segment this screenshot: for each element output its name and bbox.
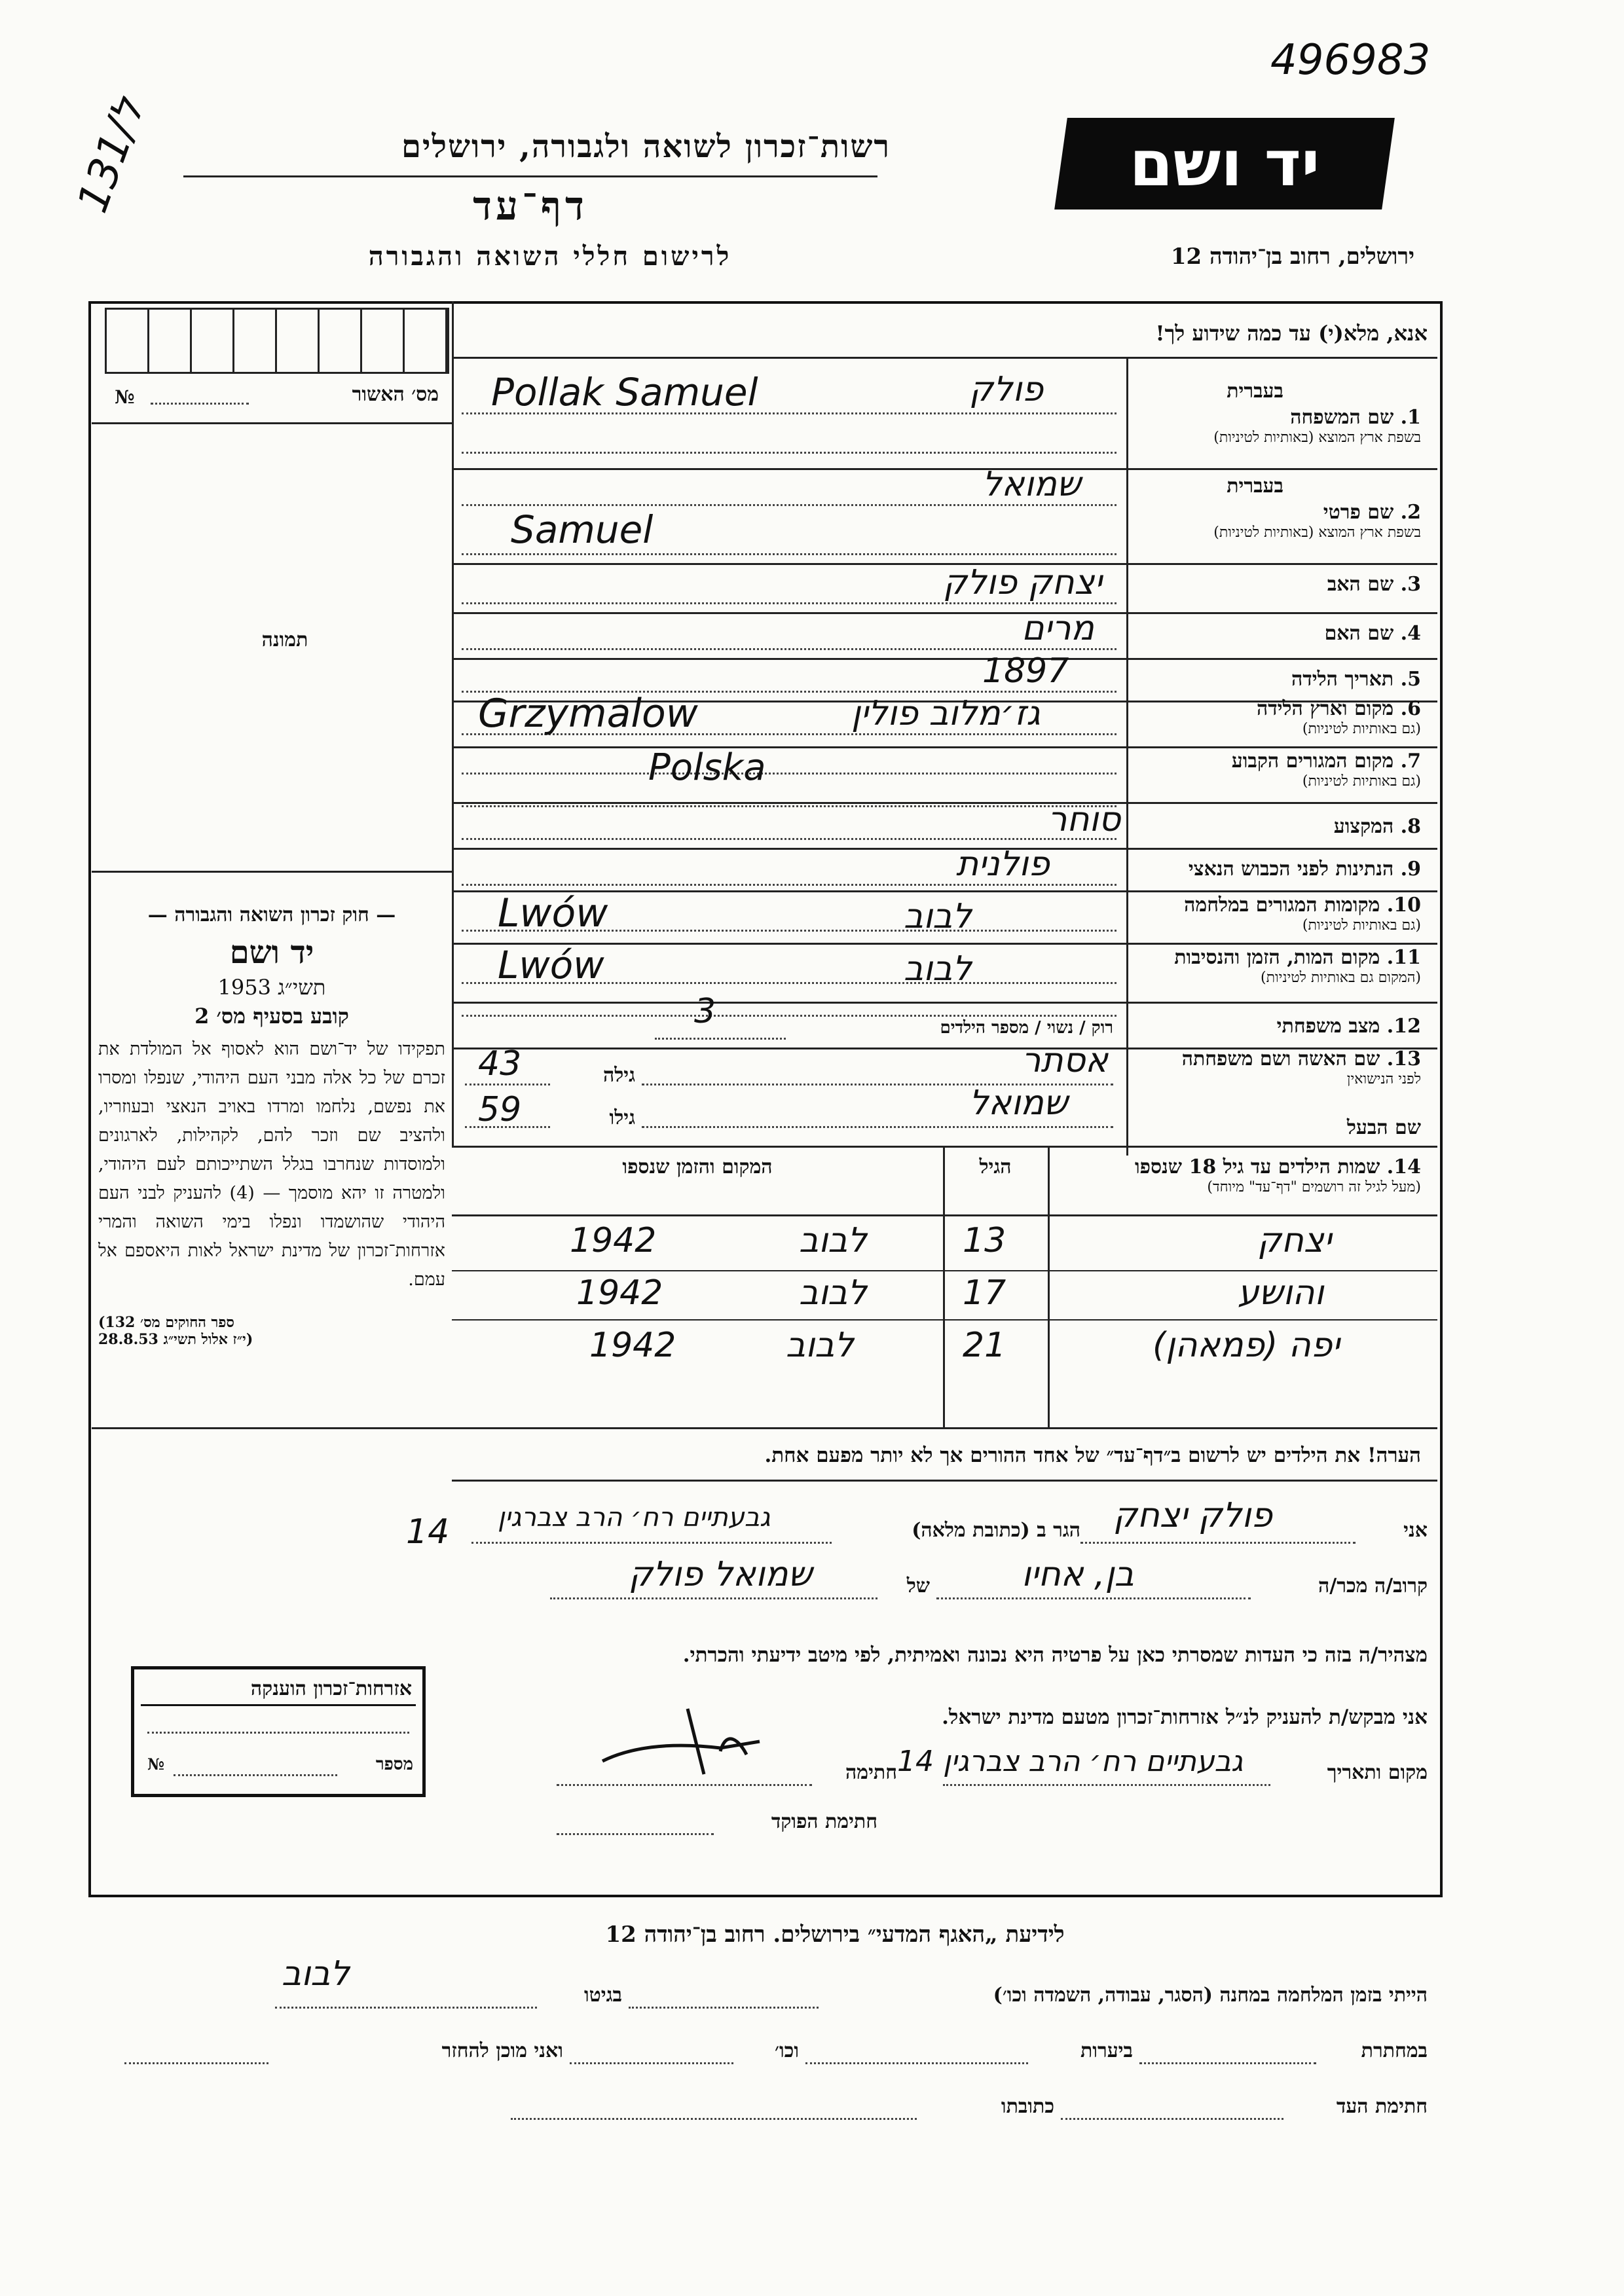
child-1-year: 1942 <box>570 1221 657 1260</box>
field-5-number: 5. <box>1400 668 1421 691</box>
approval-input[interactable] <box>151 403 249 405</box>
label-column-divider <box>1126 357 1128 1156</box>
field-6-name: מקום וארץ הלידה <box>1256 697 1394 720</box>
authority-title: רשות־זכרון לשואה ולגבורה, ירושלים <box>401 128 891 165</box>
field-13-age: 43 <box>478 1044 522 1084</box>
child-3-year: 1942 <box>589 1326 676 1365</box>
field-8-rule <box>452 848 1437 850</box>
field-10-hebrew-value: לבוב <box>904 897 972 936</box>
field-12-input[interactable] <box>655 1038 786 1040</box>
etc-label: וכו׳ <box>775 2039 799 2062</box>
field-1-note: בשפת ארץ המוצא (באותיות לטיניות) <box>1213 429 1421 446</box>
field-7-label <box>1133 750 1421 790</box>
citizenship-title: אזרחות־זכרון הוענקה <box>250 1677 412 1700</box>
field-10-label <box>1133 894 1421 934</box>
field-7-note: (גם באותיות לטיניות) <box>1302 773 1421 790</box>
note-text: הערה! את הילדים יש לרשום ב״דף־עד״ של אחד ההורים אך לא יותר מפעם אחת. <box>764 1444 1421 1467</box>
note-rule <box>452 1480 1437 1482</box>
side-number: 131/ל <box>68 91 155 219</box>
field-6-hebrew-value: גז׳מלוב פולין <box>851 694 1041 733</box>
intro-text: אנא, מלא(י) עד כמה שידוע לך! <box>1155 321 1428 346</box>
child-2-name: והושע <box>1238 1273 1324 1313</box>
declarant-relation-input[interactable] <box>936 1597 1251 1599</box>
field-5-name: תאריך הלידה <box>1291 668 1394 691</box>
field-1-latin-input[interactable] <box>462 452 1116 454</box>
photo-bottom-rule <box>92 871 452 873</box>
field-4-name: שם האם <box>1324 622 1394 645</box>
field-13-number: 13. <box>1386 1048 1421 1070</box>
law-text: תפקידו של יד־ושם הוא לאסוף אל המולדת את זכרם של כל אלה מבני העם היהודי, שנפלו ומסרו את נפשם, נלחמו ומרדו באויב הנאצי ובעוזריו, ולהציב שם וזכר להם, לקהילות, לארגונים ולמוסדות שנחרבו בגלל השתייכותם לעם היהודי, ולמטרה זו יהא מוסמך — (4) להעניק לבני העם היהודי שהושמדו ונפלו בימי השואה והמרי אזרחות־זכרון של מדינת ישראל לאות היאספם אל עמם. <box>98 1039 445 1290</box>
children-header-names <box>1054 1156 1421 1195</box>
left-column-divider <box>452 301 454 1146</box>
field-1-latin-value: Pollak Samuel <box>491 370 758 414</box>
children-header-rule-2 <box>452 1214 1048 1216</box>
field-13-name: שם האשה ושם משפחתה <box>1181 1048 1380 1070</box>
archive-number: 496983 <box>1270 36 1431 84</box>
field-1-label <box>1133 406 1421 446</box>
field-12-value: 3 <box>694 992 716 1031</box>
field-7-name: מקום המגורים הקבוע <box>1231 750 1394 773</box>
child-1-place: לבוב <box>799 1221 867 1260</box>
field-13-label <box>1133 1048 1421 1087</box>
field-7-input[interactable] <box>462 773 1116 774</box>
child-3-age: 21 <box>963 1326 1006 1365</box>
witness-address-input[interactable] <box>511 2118 917 2120</box>
field-6-number: 6. <box>1400 697 1421 720</box>
field-6-rule <box>452 746 1437 748</box>
citizenship-number-input[interactable] <box>174 1774 337 1776</box>
field-1-lang <box>1133 380 1283 403</box>
address: ירושלים, רחוב בן־יהודה 12 <box>1170 244 1414 270</box>
ghetto-input[interactable] <box>275 2007 537 2009</box>
witness-address-label: כתובתו <box>1001 2095 1054 2118</box>
law-ref-2: י״ז אלול תשי״ג 28.8.53) <box>98 1331 253 1348</box>
children-col-2 <box>1048 1146 1050 1427</box>
field-4-number: 4. <box>1400 622 1421 645</box>
witness-signature-input[interactable] <box>1061 2118 1283 2120</box>
field-10-note: (גם באותיות לטיניות) <box>1302 917 1421 934</box>
ready-label: ואני מוכן להחזר <box>441 2039 563 2062</box>
field-9-value: פולנית <box>956 845 1050 884</box>
field-10-name: מקומות המגורים במלחמה <box>1184 894 1380 917</box>
declarant-name: פולק יצחק <box>1113 1496 1272 1535</box>
field-3-label <box>1133 573 1421 596</box>
form-title: דף־עד <box>473 183 588 229</box>
underground-label: במחתרת <box>1361 2039 1428 2062</box>
field-11-rule <box>452 1002 1437 1004</box>
clerk-input[interactable] <box>557 1833 714 1835</box>
declarant-of-name: שמואל פולק <box>629 1555 813 1594</box>
field-1-number: 1. <box>1400 406 1421 429</box>
declarant-relation: בן, אחיו <box>1022 1555 1134 1594</box>
child-2-year: 1942 <box>576 1273 663 1313</box>
declarant-ani: אני <box>1403 1519 1428 1542</box>
citizenship-number-mark: № <box>147 1755 165 1774</box>
field-11-latin-value: Lwów <box>498 943 604 987</box>
field-1-name: שם המשפחה <box>1290 406 1394 429</box>
field-7-value: Polska <box>648 746 766 789</box>
request-text: אני מבקש/ת להעניק לנ״ל אזרחות־זכרון מטעם מדינת ישראל. <box>942 1705 1428 1729</box>
declarant-residing: הגר ב (כתובת מלאה) <box>912 1519 1080 1542</box>
field-2-name: שם פרטי <box>1323 501 1394 524</box>
field-11-number: 11. <box>1386 946 1421 969</box>
field-1-lang-text: בעברית <box>1227 380 1283 403</box>
declarant-address-number: 14 <box>406 1512 450 1552</box>
field-4-label <box>1133 622 1421 645</box>
underground-input[interactable] <box>1139 2062 1316 2064</box>
field-8-number: 8. <box>1400 815 1421 838</box>
husband-age: 59 <box>478 1090 522 1129</box>
ghetto-label: בגיטו <box>583 1984 622 2007</box>
children-header-place: המקום והזמן שנספו <box>622 1156 773 1178</box>
field-12-note: רוק / נשוי / מספר הילדים <box>940 1018 1113 1038</box>
field-7-rule <box>452 802 1437 804</box>
field-1-rule <box>452 468 1437 470</box>
children-bottom-rule <box>92 1427 1437 1429</box>
approval-mark: № <box>115 386 135 408</box>
field-13-age-input[interactable] <box>465 1084 550 1085</box>
field-12-name: מצב משפחתי <box>1276 1015 1380 1038</box>
field-8-input[interactable] <box>462 838 1116 840</box>
husband-value: שמואל <box>969 1084 1068 1123</box>
field-10-latin-value: Lwów <box>498 890 608 936</box>
photo-top-rule <box>92 422 452 424</box>
law-title: — חוק זכרון השואה והגבורה — <box>147 903 396 926</box>
forests-input[interactable] <box>805 2062 1028 2064</box>
field-2-lang-text: בעברית <box>1227 475 1283 498</box>
child-row-2-rule <box>452 1319 1437 1321</box>
declaration-text: מצהיר/ה בזה כי העדות שמסרתי כאן על פרטיה היא נכונה ואמיתית, לפי מיטב ידיעתי והכרתי. <box>682 1643 1428 1667</box>
bottom-title: לידיעת „האגף המדעי״ בירושלים. רחוב בן־יהודה 12 <box>605 1922 1065 1948</box>
field-2-hebrew-input[interactable] <box>462 504 1116 506</box>
law-name: יד ושם <box>229 934 314 971</box>
declarant-relative-label: קרוב/ה מכר/ה <box>1318 1575 1428 1597</box>
field-2-label <box>1133 501 1421 541</box>
field-13-value: אסתר <box>1022 1041 1109 1080</box>
law-section: קובע בסעיף מס׳ 2 <box>194 1004 349 1029</box>
field-6-note: (גם באותיות לטיניות) <box>1302 721 1421 737</box>
law-box <box>98 903 445 1348</box>
logo-text: יד ושם <box>1129 127 1320 200</box>
form-subtitle: לרישום חללי השואה והגבורה <box>368 241 732 272</box>
field-9-name: הנתינות לפני הכבוש הנאצי <box>1188 858 1394 881</box>
field-13-note: לפני הנישואין <box>1346 1071 1421 1087</box>
photo-label: תמונה <box>261 629 308 651</box>
etc-input[interactable] <box>570 2062 733 2064</box>
field-4-rule <box>452 658 1437 660</box>
forests-label: ביערות <box>1080 2039 1133 2062</box>
field-3-number: 3. <box>1400 573 1421 596</box>
field-11-name: מקום המות, הזמן והנסיבות <box>1174 946 1380 969</box>
field-3-rule <box>452 612 1437 614</box>
field-11-hebrew-value: לבוב <box>904 949 972 989</box>
field-12-label <box>1133 1015 1421 1038</box>
witness-signature-label: חתימת העד <box>1336 2095 1428 2118</box>
field-10-number: 10. <box>1386 894 1421 917</box>
approval-label <box>229 383 439 406</box>
field-8-value: סוחר <box>1048 800 1121 839</box>
children-header-age: הגיל <box>979 1156 1012 1178</box>
field-2-latin-value: Samuel <box>511 507 654 552</box>
child-3-place: לבוב <box>786 1326 854 1365</box>
field-13-age-label: גילה <box>602 1064 635 1087</box>
field-12-number: 12. <box>1386 1015 1421 1038</box>
citizenship-rule <box>141 1704 416 1706</box>
children-header-rule <box>1048 1214 1437 1216</box>
child-row-1-rule <box>452 1270 1437 1271</box>
field-2-latin-input[interactable] <box>462 553 1116 555</box>
citizenship-line-1[interactable] <box>147 1732 409 1734</box>
signature-scribble <box>589 1702 786 1781</box>
place-date-label: מקום ותאריך <box>1327 1761 1428 1784</box>
header-rule <box>183 175 877 177</box>
intro-rule <box>452 357 1437 359</box>
signature-input[interactable] <box>557 1784 812 1786</box>
field-5-value: 1897 <box>982 651 1069 691</box>
field-7-input-2[interactable] <box>462 805 1116 807</box>
child-2-age: 17 <box>963 1273 1006 1313</box>
field-2-lang <box>1133 475 1283 498</box>
declarant-address-input[interactable] <box>471 1542 832 1544</box>
field-2-hebrew-value: שמואל <box>982 465 1081 504</box>
field-3-name: שם האב <box>1327 573 1394 596</box>
child-1-name: יצחק <box>1257 1221 1332 1260</box>
child-3-name: יפה (פמאהן) <box>1153 1326 1340 1365</box>
law-year: תשי״ג 1953 <box>217 975 326 1000</box>
approval-text: מס׳ האשור <box>352 383 439 406</box>
field-7-number: 7. <box>1400 750 1421 773</box>
ghetto-value: לבוב <box>282 1954 350 1994</box>
clerk-label: חתימת הפוקד <box>771 1810 877 1833</box>
law-ref-1: (ספר החוקים מס׳ 132 <box>98 1314 234 1331</box>
declarant-of-input[interactable] <box>550 1597 877 1599</box>
approval-boxes <box>105 308 449 374</box>
yad-vashem-logo <box>1054 118 1395 210</box>
husband-input[interactable] <box>642 1126 1113 1128</box>
place-date-value: גבעתיים רח׳ הרב צברגין 14 <box>897 1745 1244 1778</box>
field-9-label <box>1133 858 1421 881</box>
field-2-note: בשפת ארץ המוצא (באותיות לטיניות) <box>1213 524 1421 541</box>
field-9-input[interactable] <box>462 884 1116 886</box>
child-2-place: לבוב <box>799 1273 867 1313</box>
field-4-value: מרים <box>1022 609 1094 648</box>
field-9-number: 9. <box>1400 858 1421 881</box>
field-2-number: 2. <box>1400 501 1421 524</box>
field-11-input-2[interactable] <box>462 1015 1116 1017</box>
children-header-note: (מעל לגיל זה רושמים "דף־עד" מיוחד) <box>1207 1179 1421 1195</box>
place-date-input[interactable] <box>943 1784 1270 1786</box>
children-col-1 <box>943 1146 945 1427</box>
citizenship-number-text: מספר <box>375 1755 413 1774</box>
signature-label: חתימה <box>845 1761 897 1784</box>
declarant-of: של <box>906 1575 930 1597</box>
field-6-latin-value: Grzymalow <box>478 691 698 737</box>
children-header-text: 14. שמות הילדים עד גיל 18 שנספו <box>1134 1156 1421 1178</box>
citizenship-box <box>131 1666 426 1797</box>
field-3-value: יצחק פולק <box>943 563 1102 602</box>
field-1-hebrew-value: פולק <box>969 370 1044 409</box>
citizenship-number-label <box>376 1755 413 1774</box>
field-3-input[interactable] <box>462 602 1116 604</box>
child-1-age: 13 <box>963 1221 1006 1260</box>
field-6-label <box>1133 697 1421 737</box>
husband-label: שם הבעל <box>1346 1116 1421 1139</box>
bottom-line-1: הייתי בזמן המלחמה במחנה (הסגר, עבודה, השמדה וכו׳) <box>993 1984 1428 2007</box>
declarant-address: גבעתיים רח׳ הרב צברגין <box>498 1503 771 1533</box>
field-8-label <box>1133 815 1421 838</box>
field-4-input[interactable] <box>462 648 1116 650</box>
field-11-note: (המקום גם באותיות לטיניות) <box>1261 970 1421 986</box>
field-8-name: המקצוע <box>1333 815 1394 838</box>
field-11-label <box>1133 946 1421 986</box>
declarant-name-input[interactable] <box>1080 1542 1356 1544</box>
field-5-label <box>1133 668 1421 691</box>
husband-age-label: גילו <box>609 1106 635 1129</box>
camp-input[interactable] <box>629 2007 819 2009</box>
ready-input[interactable] <box>124 2062 268 2064</box>
